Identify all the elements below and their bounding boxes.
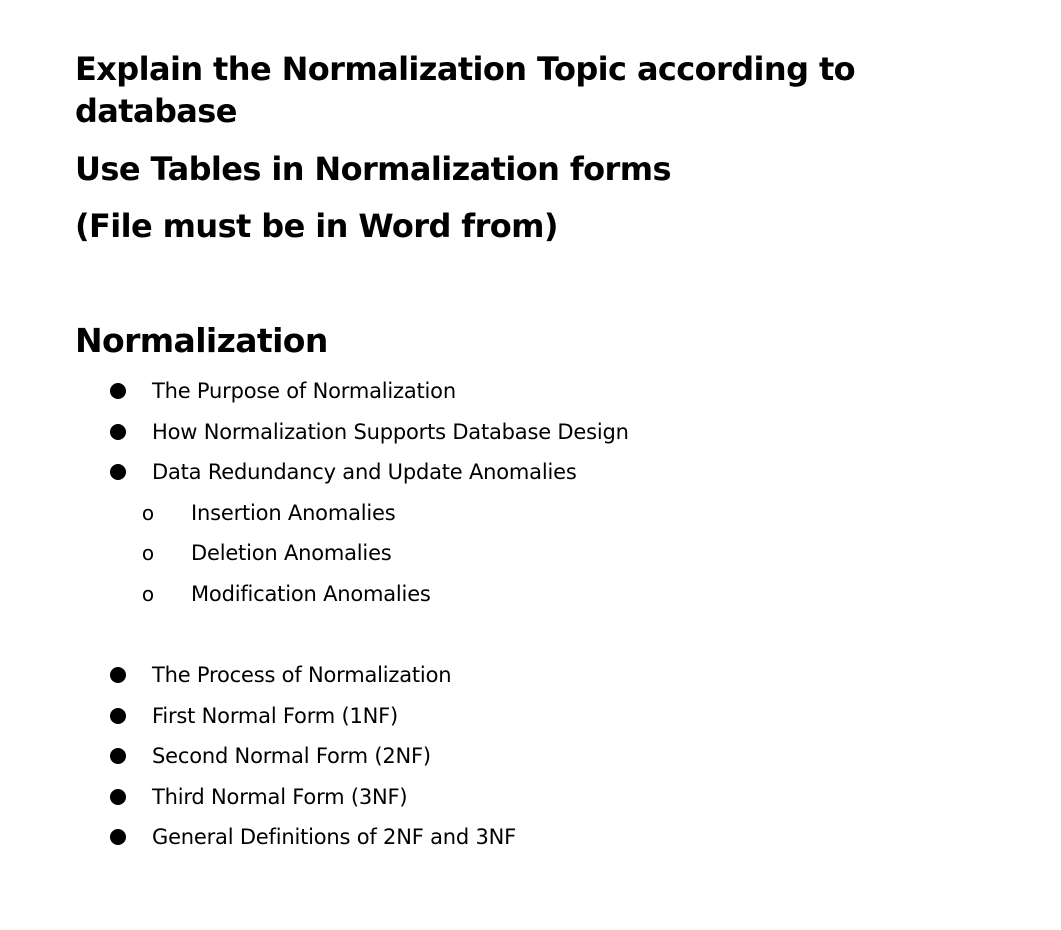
list-item-text: Data Redundancy and Update Anomalies [152,460,577,484]
bullet-icon [110,383,126,399]
list-item-text: General Definitions of 2NF and 3NF [152,825,517,849]
bullet-icon [110,789,126,805]
list-item [110,376,126,406]
heading-line-4: (File must be in Word from) [75,207,558,245]
bullet-icon [110,464,126,480]
list-item-text: The Purpose of Normalization [152,379,456,403]
circle-bullet-icon: o [141,501,155,525]
list-item-text: How Normalization Supports Database Design [152,420,629,444]
sub-list-item [141,579,155,609]
list-item [110,741,126,771]
heading-line-2: database [75,92,237,130]
bullet-icon [110,829,126,845]
list-item [110,782,126,812]
sub-list-item [141,538,155,568]
bullet-icon [110,748,126,764]
list-item-text: First Normal Form (1NF) [152,704,399,728]
section-title: Normalization [75,321,328,360]
circle-bullet-icon: o [141,541,155,565]
list-item [110,660,126,690]
bullet-icon [110,424,126,440]
sub-list-item-text: Deletion Anomalies [191,541,392,565]
list-item [110,701,126,731]
circle-bullet-icon: o [141,582,155,606]
bullet-icon [110,667,126,683]
list-item-text: Second Normal Form (2NF) [152,744,431,768]
list-item-text: The Process of Normalization [152,663,452,687]
sub-list-item-text: Modification Anomalies [191,582,431,606]
sub-list-item-text: Insertion Anomalies [191,501,396,525]
list-item [110,457,126,487]
list-item-text: Third Normal Form (3NF) [152,785,408,809]
heading-line-3: Use Tables in Normalization forms [75,150,671,188]
list-item [110,417,126,447]
bullet-icon [110,708,126,724]
list-item [110,822,126,852]
heading-line-1: Explain the Normalization Topic according to [75,50,856,88]
sub-list-item [141,498,155,528]
